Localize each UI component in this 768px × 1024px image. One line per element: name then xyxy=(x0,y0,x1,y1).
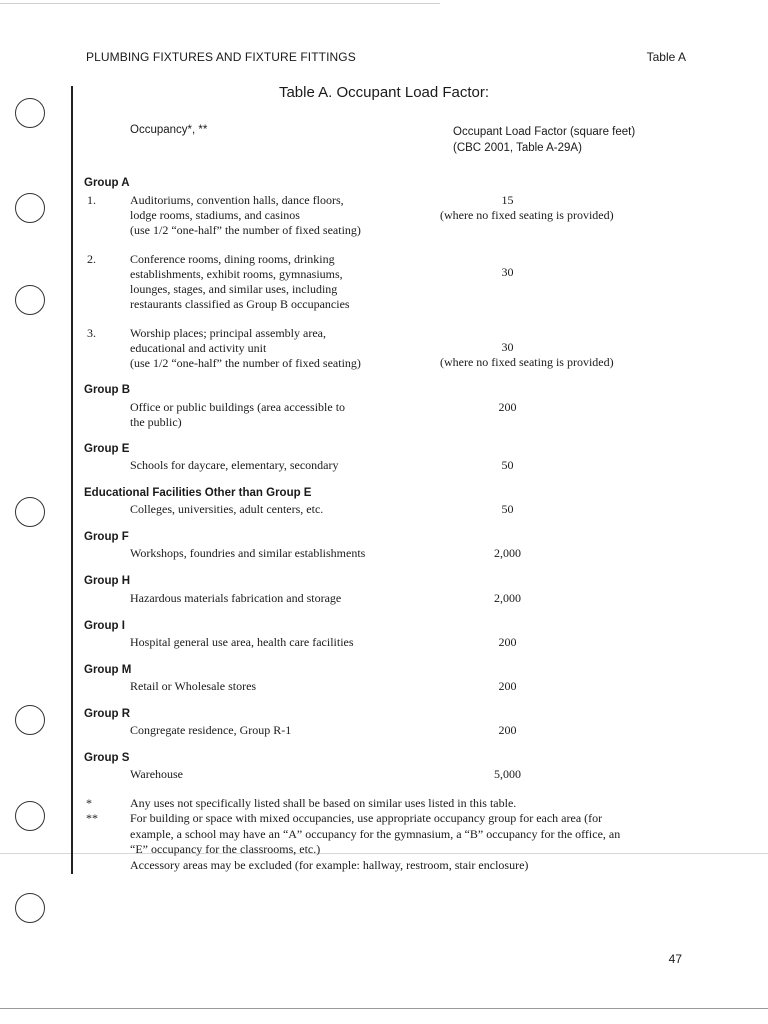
running-header: PLUMBING FIXTURES AND FIXTURE FITTINGS xyxy=(86,50,356,64)
item-number: 1. xyxy=(87,193,96,207)
footnote-text: Any uses not specifically listed shall be based on similar uses listed in this table. xyxy=(130,796,517,810)
binder-hole xyxy=(15,497,45,527)
occupancy-description: Congregate residence, Group R-1 xyxy=(130,723,292,737)
load-factor-value: 50 xyxy=(501,458,514,472)
page-number: 47 xyxy=(668,952,682,966)
load-factor-value: 30 xyxy=(501,265,514,279)
occupancy-description: Warehouse xyxy=(130,767,184,781)
occupancy-description: Retail or Wholesale stores xyxy=(130,679,257,693)
load-factor-value: 2,000 xyxy=(494,591,521,605)
load-factor-value: 50 xyxy=(501,502,514,516)
group-heading-b: Group B xyxy=(84,384,130,396)
column-header-load-factor: Occupant Load Factor (square feet) (CBC 2001, Table A-29A) xyxy=(453,126,636,154)
bottom-rule xyxy=(0,1008,768,1009)
top-scan-rule xyxy=(0,3,440,4)
page-title: Table A. Occupant Load Factor: xyxy=(278,84,490,101)
occupancy-description: Schools for daycare, elementary, secondary xyxy=(130,458,339,472)
item-number: 2. xyxy=(87,252,96,266)
occupancy-description: Hazardous materials fabrication and storage xyxy=(130,591,342,605)
group-heading-m: Group M xyxy=(84,664,132,676)
load-factor-value: 200 xyxy=(498,679,517,693)
load-factor-value: 30 (where no fixed seating is provided) xyxy=(440,340,614,369)
group-heading-a: Group A xyxy=(84,177,130,189)
item-number: 3. xyxy=(87,326,96,340)
group-heading-e: Group E xyxy=(84,443,130,455)
occupancy-description: Colleges, universities, adult centers, etc. xyxy=(130,502,324,516)
footnote-marker: * xyxy=(86,796,92,810)
group-heading-h: Group H xyxy=(84,575,130,587)
load-factor-value: 200 xyxy=(498,723,517,737)
load-factor-value: 5,000 xyxy=(494,767,521,781)
margin-bar xyxy=(71,86,73,874)
group-heading-s: Group S xyxy=(84,752,130,764)
load-factor-value: 2,000 xyxy=(494,546,521,560)
occupancy-description: Worship places; principal assembly area, educational and activity unit (use 1/2 “one-half” the number of fixed seating) xyxy=(130,326,361,370)
group-heading-i: Group I xyxy=(84,620,125,632)
binder-hole xyxy=(15,705,45,735)
occupancy-description: Conference rooms, dining rooms, drinking establishments, exhibit rooms, gymnasiums, lounges, stages, and similar uses, including restaurants classified as Group B occupancies xyxy=(130,252,350,311)
footnote-text: For building or space with mixed occupancies, use appropriate occupancy group for each area (for example, a school may have an “A” occupancy for the gymnasium, a “B” occupancy for the office, an “E” occupancy for the classrooms, etc.) Accessory areas may be excluded (for example: hallway, restroom, stair enclosure) xyxy=(130,811,621,872)
group-heading-educational: Educational Facilities Other than Group E xyxy=(84,487,312,499)
occupancy-description: Hospital general use area, health care facilities xyxy=(130,635,354,649)
column-header-occupancy: Occupancy*, ** xyxy=(130,124,208,136)
load-factor-value: 200 xyxy=(498,400,517,414)
binder-hole xyxy=(15,98,45,128)
occupancy-description: Workshops, foundries and similar establishments xyxy=(130,546,366,560)
load-factor-value: 200 xyxy=(498,635,517,649)
binder-hole xyxy=(15,801,45,831)
binder-hole xyxy=(15,893,45,923)
load-factor-value: 15 (where no fixed seating is provided) xyxy=(440,193,614,222)
group-heading-f: Group F xyxy=(84,531,129,543)
binder-hole xyxy=(15,193,45,223)
occupancy-description: Office or public buildings (area accessible to the public) xyxy=(130,400,346,429)
occupancy-description: Auditoriums, convention halls, dance floors, lodge rooms, stadiums, and casinos (use 1/2 “one-half” the number of fixed seating) xyxy=(130,193,361,237)
running-header-table-label: Table A xyxy=(646,50,686,64)
binder-hole xyxy=(15,285,45,315)
group-heading-r: Group R xyxy=(84,708,130,720)
footnote-marker: ** xyxy=(86,811,98,825)
